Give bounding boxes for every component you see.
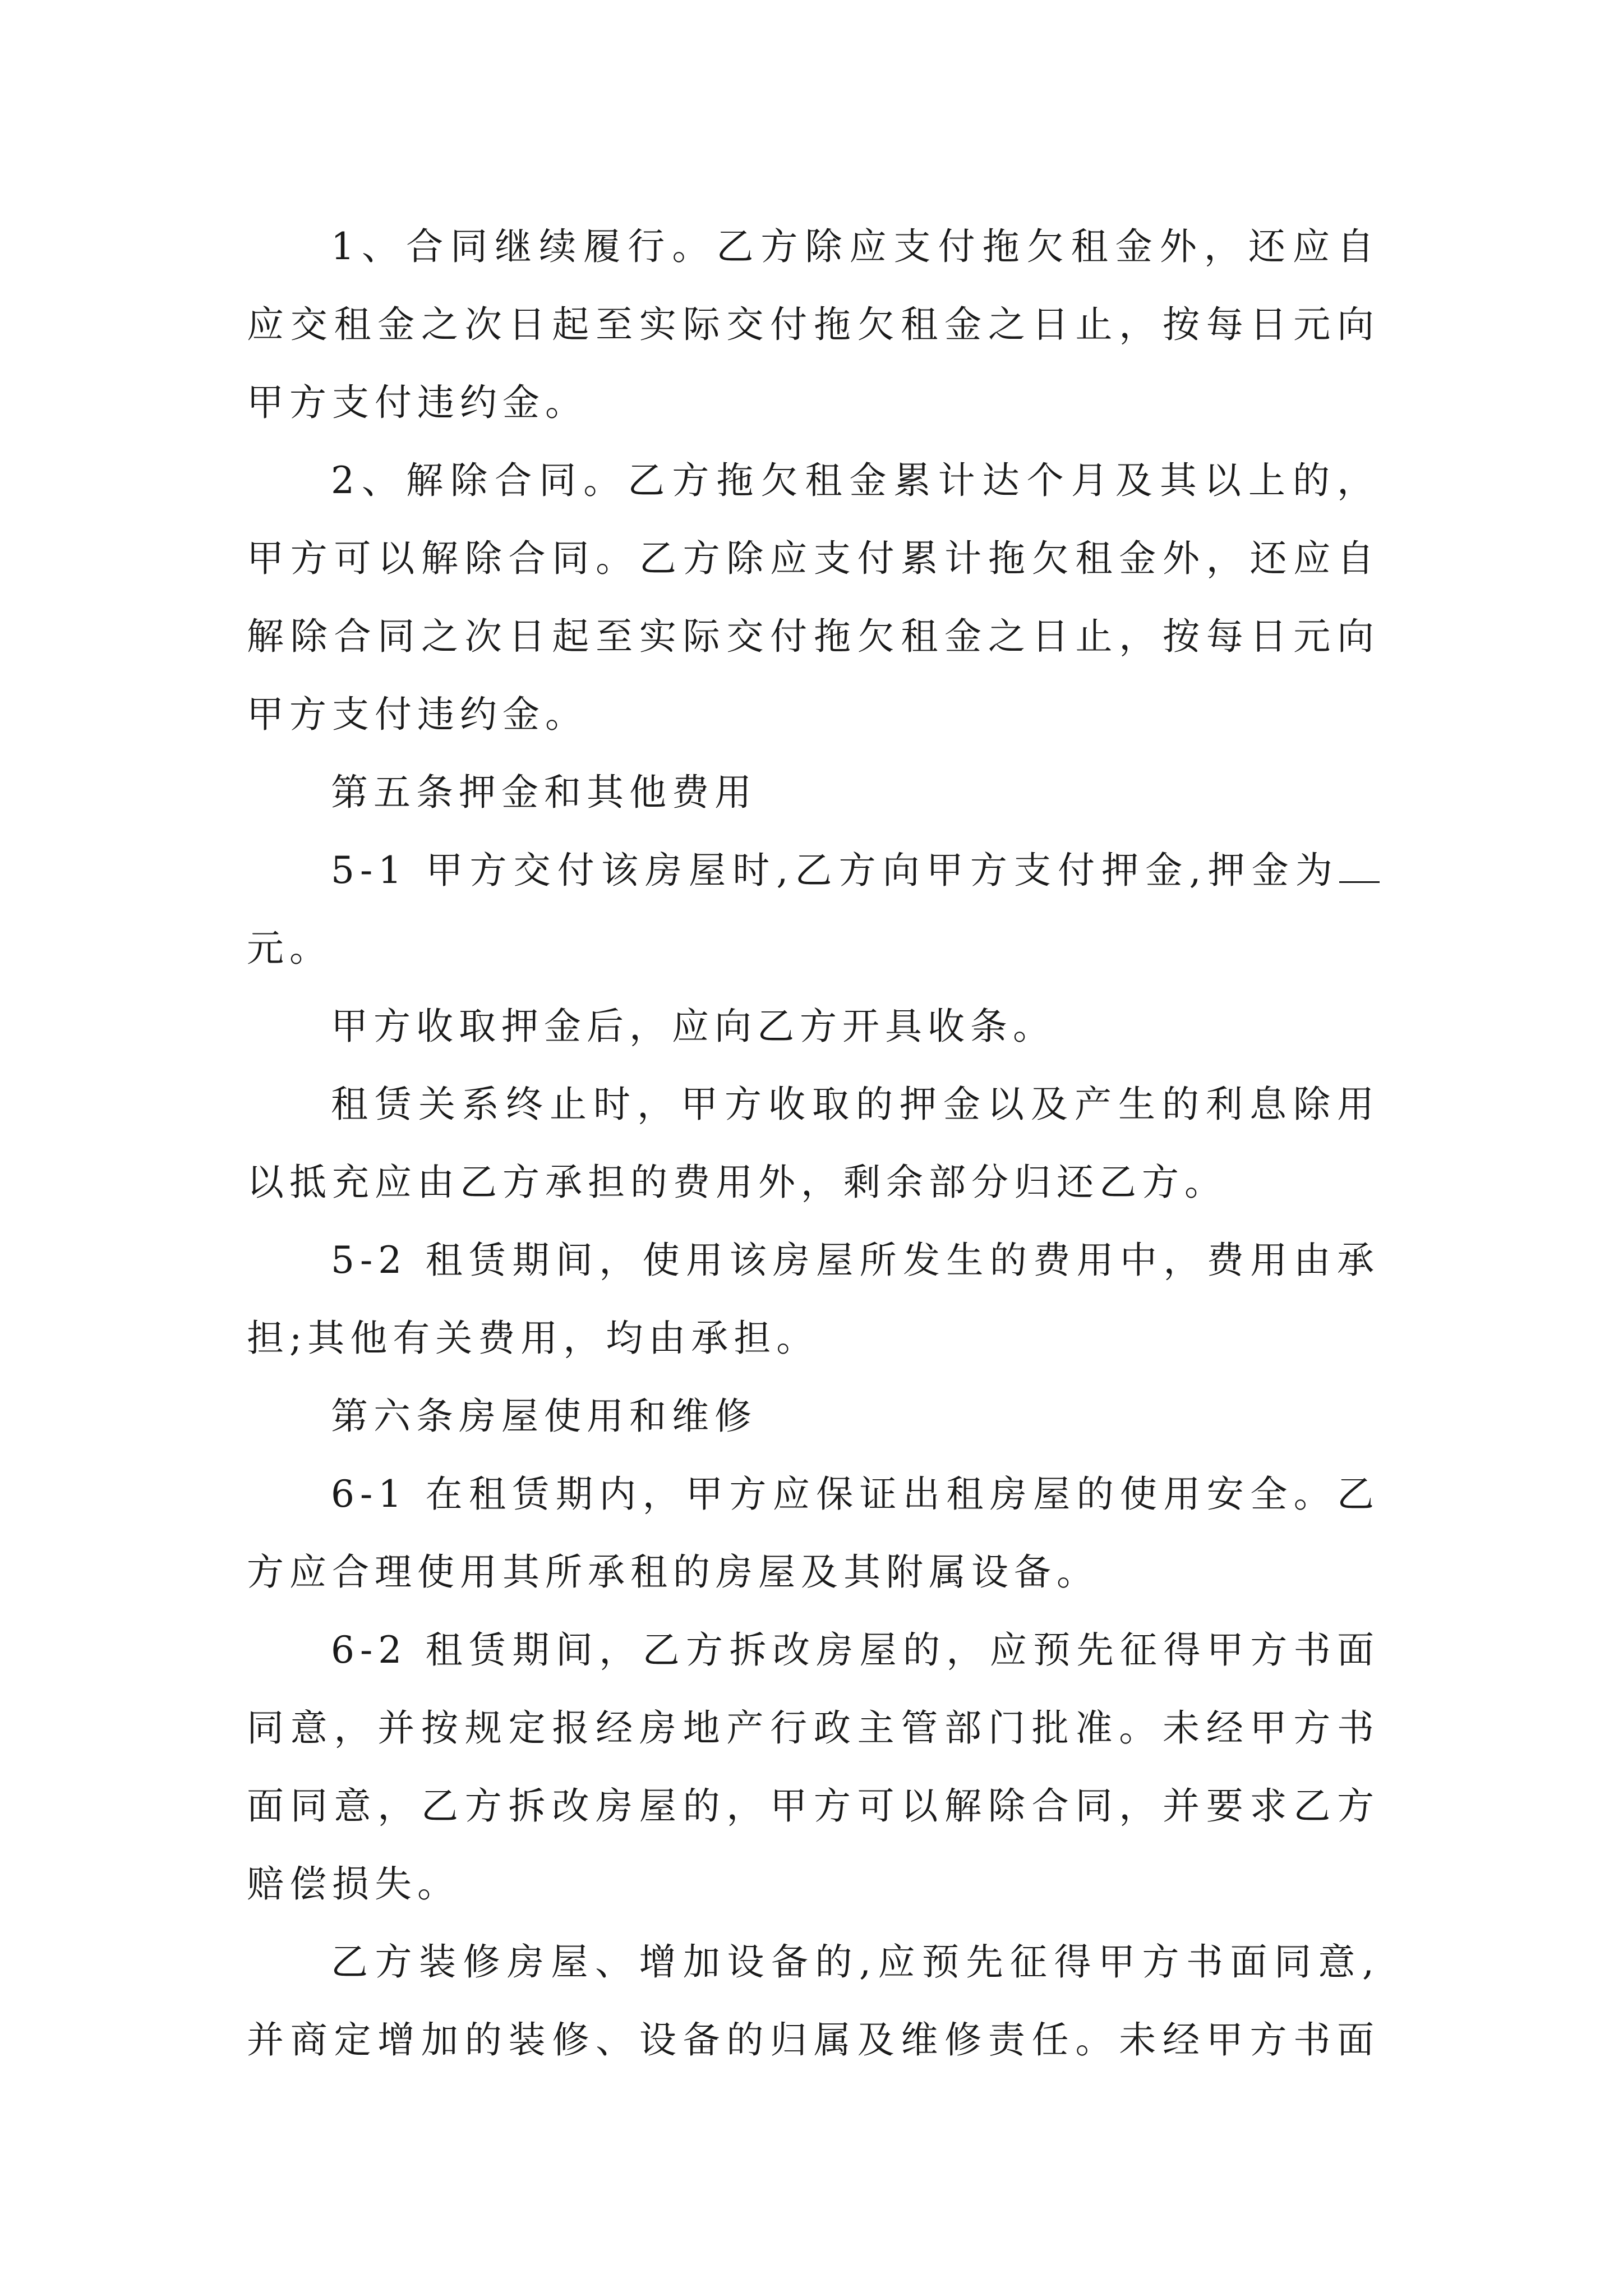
contract-paragraph — [247, 1221, 1380, 1377]
text-line-content: 解除合同之次日起至实际交付拖欠租金之日止，按每日元向 — [247, 615, 1380, 658]
text-line-content: 1、合同继续履行。乙方除应支付拖欠租金外，还应自 — [331, 225, 1380, 268]
document-body — [247, 208, 1380, 2079]
contract-paragraph — [247, 987, 1380, 1065]
contract-paragraph — [247, 1065, 1380, 1221]
contract-paragraph — [247, 1923, 1380, 2079]
text-line-content: 元。 — [247, 927, 332, 970]
text-line — [247, 987, 1380, 1065]
text-line — [247, 909, 1380, 987]
text-line-content: 担;其他有关费用，均由承担。 — [247, 1317, 819, 1360]
text-line-content: 甲方收取押金后，应向乙方开具收条。 — [331, 1005, 1055, 1048]
text-line — [247, 597, 1380, 675]
contract-paragraph — [247, 1455, 1380, 1611]
contract-paragraph — [247, 831, 1380, 987]
text-line — [247, 1299, 1380, 1377]
section-heading — [247, 1377, 1380, 1455]
text-line — [247, 1533, 1380, 1611]
text-line-content: 第五条押金和其他费用 — [331, 771, 757, 814]
text-line-content: 5-1 甲方交付该房屋时,乙方向甲方支付押金,押金为 — [331, 849, 1339, 892]
text-line — [247, 441, 1380, 519]
text-line — [247, 675, 1380, 753]
text-line-content: 甲方可以解除合同。乙方除应支付累计拖欠租金外，还应自 — [247, 537, 1380, 580]
text-line — [247, 286, 1380, 364]
text-line — [247, 1455, 1380, 1533]
text-line-content: 6-2 租赁期间，乙方拆改房屋的，应预先征得甲方书面 — [331, 1628, 1380, 1672]
text-line — [247, 1845, 1380, 1923]
text-line — [247, 831, 1380, 909]
text-line — [247, 753, 1380, 831]
text-line-content: 租赁关系终止时，甲方收取的押金以及产生的利息除用 — [331, 1083, 1380, 1126]
text-line — [247, 364, 1380, 441]
text-line — [247, 1767, 1380, 1845]
text-line — [247, 1689, 1380, 1767]
text-line-content: 应交租金之次日起至实际交付拖欠租金之日止，按每日元向 — [247, 303, 1380, 346]
text-line — [247, 1611, 1380, 1689]
contract-paragraph — [247, 441, 1380, 753]
text-line-content: 6-1 在租赁期内，甲方应保证出租房屋的使用安全。乙 — [331, 1473, 1380, 1516]
text-line-content: 赔偿损失。 — [247, 1862, 460, 1906]
text-line — [247, 1923, 1380, 2001]
text-line-content: 2、解除合同。乙方拖欠租金累计达个月及其以上的， — [331, 459, 1380, 502]
text-line-content: 方应合理使用其所承租的房屋及其附属设备。 — [247, 1550, 1099, 1594]
fill-in-blank — [1339, 853, 1380, 883]
text-line — [247, 519, 1380, 597]
text-line-content: 并商定增加的装修、设备的归属及维修责任。未经甲方书面 — [247, 2018, 1380, 2062]
text-line — [247, 1143, 1380, 1221]
contract-paragraph — [247, 208, 1380, 441]
text-line — [247, 2001, 1380, 2079]
text-line — [247, 208, 1380, 286]
text-line-content: 同意，并按规定报经房地产行政主管部门批准。未经甲方书 — [247, 1706, 1380, 1750]
section-heading — [247, 753, 1380, 831]
contract-paragraph — [247, 1611, 1380, 1923]
text-line-content: 乙方装修房屋、增加设备的,应预先征得甲方书面同意, — [331, 1940, 1380, 1984]
text-line-content: 5-2 租赁期间，使用该房屋所发生的费用中，费用由承 — [331, 1239, 1380, 1282]
text-line-content: 以抵充应由乙方承担的费用外，剩余部分归还乙方。 — [247, 1161, 1227, 1204]
text-line-content: 面同意，乙方拆改房屋的，甲方可以解除合同，并要求乙方 — [247, 1784, 1380, 1828]
text-line-content: 第六条房屋使用和维修 — [331, 1395, 757, 1438]
text-line-content: 甲方支付违约金。 — [247, 381, 588, 424]
text-line-content: 甲方支付违约金。 — [247, 693, 588, 736]
text-line — [247, 1377, 1380, 1455]
text-line — [247, 1221, 1380, 1299]
text-line — [247, 1065, 1380, 1143]
